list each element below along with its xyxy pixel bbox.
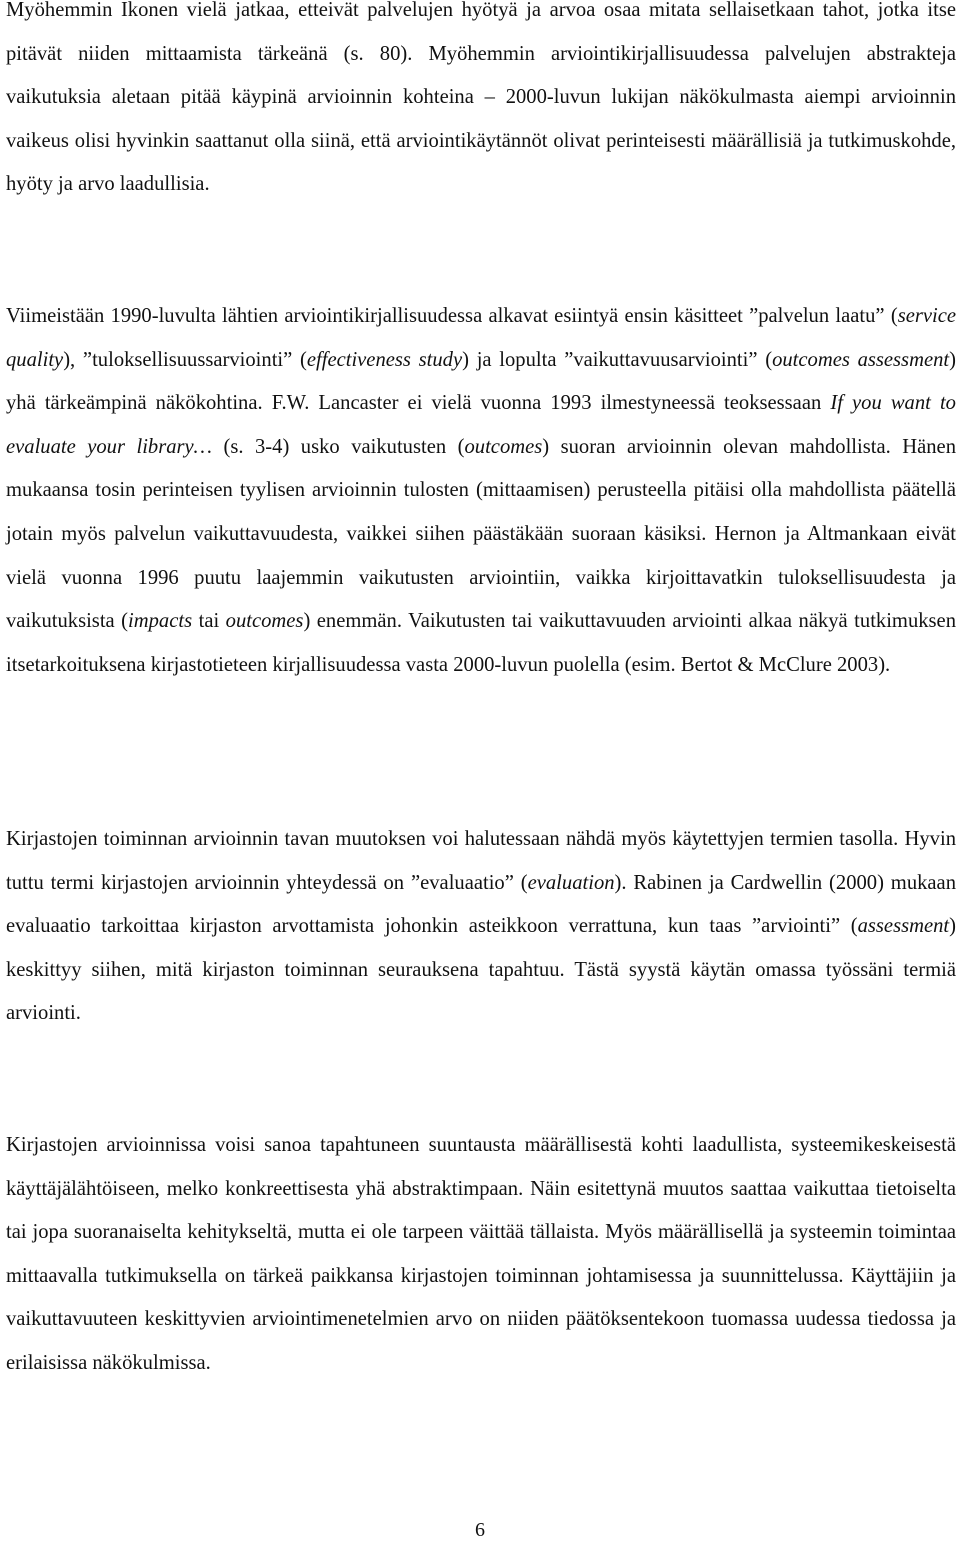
italic-term: assessment xyxy=(857,915,950,938)
text-segment: ) ja lopulta ”vaikuttavuusarviointi” ( xyxy=(462,348,773,371)
italic-term: service quality xyxy=(6,305,956,371)
text-segment: ). Rabinen ja Cardwellin (2000) mukaan evaluaatio tarkoittaa kirjaston arvottamista johonkin asteikkoon verrattuna, kun taas ”arviointi” ( xyxy=(6,871,956,938)
book-title: If you want to evaluate your library… xyxy=(6,392,956,458)
italic-term: outcomes xyxy=(464,435,543,458)
paragraph-4-text: Kirjastojen arvioinnissa voisi sanoa tapahtuneen suuntausta määrällisestä kohti laadullista, systeemikeskeisestä käyttäjälähtöiseen, melko konkreettisesta yhä abstraktimpaan. Näin esitettynä muutos saattaa vaikuttaa tietoiselta tai jopa suoranaiselta kehitykseltä, mutta ei ole tarpeen väittää tällaista. Myös määrällisellä ja systeemin toimintaa mittaavalla tutkimuksella on tärkeä paikkansa kirjastojen toiminnan johtamisessa ja suunnittelussa. Käyttäjiin ja vaikuttavuuteen keskittyvien arviointimenetelmien arvo on niiden päätöksentekoon tuomassa uudessa tiedossa ja erilaisissa näkökulmissa. xyxy=(6,1134,956,1374)
text-segment: Viimeistään 1990-luvulta lähtien arviointikirjallisuudessa alkavat esiintyä ensin käsitteet ”palvelun laatu” ( xyxy=(6,305,898,327)
paragraph-3 xyxy=(6,818,956,1036)
text-segment: ) keskittyy siihen, mitä kirjaston toiminnan seurauksena tapahtuu. Tästä syystä käytän omassa työssäni termiä arviointi. xyxy=(6,915,956,1025)
paragraph-1 xyxy=(6,0,956,207)
paragraph-1-text: Myöhemmin Ikonen vielä jatkaa, etteivät palvelujen hyötyä ja arvoa osaa mitata sellaisetkaan tahot, jotka itse pitävät niiden mittaamista tärkeänä (s. 80). Myöhemmin arviointikirjallisuudessa palvelujen abstrakteja vaikutuksia aletaan pitää käypinä arvioinnin kohteina – 2000-luvun lukijan näkökulmasta aiempi arvioinnin vaikeus olisi hyvinkin saattanut olla siinä, että arviointikäytännöt olivat perinteisesti määrällisiä ja tutkimuskohde, hyöty ja arvo laadullisia. xyxy=(6,0,956,196)
paragraph-4 xyxy=(6,1124,956,1386)
italic-term: evaluation xyxy=(527,871,615,894)
italic-term: effectiveness study xyxy=(306,348,463,371)
italic-term: impacts xyxy=(128,610,193,633)
text-segment: tai xyxy=(192,610,226,633)
text-segment: ), ”tuloksellisuussarviointi” ( xyxy=(63,348,307,371)
paragraph-2 xyxy=(6,295,956,687)
text-segment: Kirjastojen toiminnan arvioinnin tavan muutoksen voi halutessaan nähdä myös käytettyjen termien tasolla. Hyvin tuttu termi kirjastojen arvioinnin yhteydessä on ”evaluaatio” ( xyxy=(6,828,956,894)
text-segment: ) yhä tärkeämpinä näkökohtina. F.W. Lancaster ei vielä vuonna 1993 ilmestyneessä teoksessaan xyxy=(6,348,956,415)
text-segment: ) suoran arvioinnin olevan mahdollista. Hänen mukaansa tosin perinteisen tyylisen arvioinnin tulosten (mittaamisen) perusteella pitäisi olla mahdollista päätellä jotain myös palvelun vaikuttavuudesta, vaikkei siihen päästäkään suoraan käsiksi. Hernon ja Altmankaan eivät vielä vuonna 1996 puutu laajemmin vaikutusten arviointiin, vaikka kirjoittavatkin tuloksellisuudesta ja vaikutuksista ( xyxy=(6,435,956,633)
text-segment: (s. 3-4) usko vaikutusten ( xyxy=(212,435,465,458)
text-segment: ) enemmän. Vaikutusten tai vaikuttavuuden arviointi alkaa näkyä tutkimuksen itsetarkoituksena kirjastotieteen kirjallisuudessa vasta 2000-luvun puolella (esim. Bertot & McClure 2003). xyxy=(6,610,956,676)
italic-term: outcomes xyxy=(225,610,304,633)
page-number: 6 xyxy=(475,1519,485,1541)
italic-term: outcomes assessment xyxy=(772,348,950,371)
